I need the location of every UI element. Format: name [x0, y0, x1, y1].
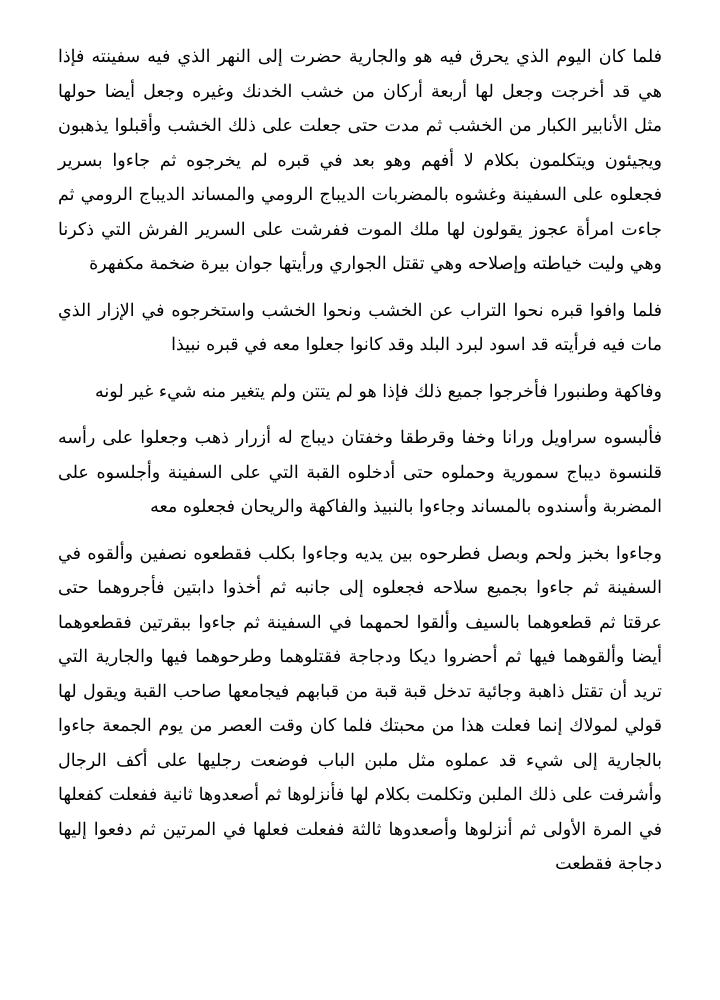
- paragraph-4: فألبسوه سراويل ورانا وخفا وقرطقا وخفتان ديباج له أزرار ذهب وجعلوا على رأسه قلنسوة ديباج سمورية وحملوه حتى أدخلوه القبة التي على السفينة وأجلسوه على المضربة وأسندوه بالمساند وجاءوا بالنبيذ والفاكهة والريحان فجعلوه معه: [58, 428, 662, 517]
- paragraph-2: فلما وافوا قبره نحوا التراب عن الخشب ونحوا الخشب واستخرجوه في الإزار الذي مات فيه فرأيته قد اسود لبرد البلد وقد كانوا جعلوا معه في قبره نبيذا: [58, 300, 662, 355]
- paragraph-1: فلما كان اليوم الذي يحرق فيه هو والجارية حضرت إلى النهر الذي فيه سفينته فإذا هي قد أخرجت وجعل لها أربعة أركان من خشب الخدنك وغيره وجعل أيضا حولها مثل الأنابير الكبار من الخشب ثم مدت حتى جعلت على ذلك الخشب وأقبلوا يذهبون ويجيئون ويتكلمون بكلام لا أفهم وهو بعد في قبره لم يخرجوه ثم جاءوا بسرير فجعلوه على السفينة وغشوه بالمضربات الديباج الرومي والمساند الديباج الرومي ثم جاءت امرأة عجوز يقولون لها ملك الموت ففرشت على السرير الفرش التي ذكرنا وهي وليت خياطته وإصلاحه وهي تقتل الجواري ورأيتها جوان بيرة ضخمة مكفهرة: [58, 47, 662, 274]
- paragraph-3: وفاكهة وطنبورا فأخرجوا جميع ذلك فإذا هو لم يتتن ولم يتغير منه شيء غير لونه: [95, 381, 662, 402]
- paragraph-5: وجاءوا بخبز ولحم وبصل فطرحوه بين يديه وجاءوا بكلب فقطعوه نصفين وألقوه في السفينة ثم جاءوا بجميع سلاحه فجعلوه إلى جانبه ثم أخذوا دابتين فأجروهما حتى عرقتا ثم قطعوهما بالسيف وألقوا لحمهما في السفينة ثم جاءوا ببقرتين فقطعوهما أيضا وألقوهما فيها ثم أحضروا ديكا ودجاجة فقتلوهما وطرحوهما فيها والجارية التي تريد أن تقتل ذاهبة وجائية تدخل قبة قبة من قبابهم فيجامعها صاحب القبة ويقول لها قولي لمولاك إنما فعلت هذا من محبتك فلما كان وقت العصر من يوم الجمعة جاءوا بالجارية إلى شيء قد عملوه مثل ملبن الباب فوضعت رجليها على أكف الرجال وأشرفت على ذلك الملبن وتكلمت بكلام لها فأنزلوها ثم أصعدوها ثانية ففعلت كفعلها في المرة الأولى ثم أنزلوها وأصعدوها ثالثة ففعلت فعلها في المرتين ثم دفعوا إليها دجاجة فقطعت: [58, 543, 662, 874]
- document-page: [58, 40, 662, 882]
